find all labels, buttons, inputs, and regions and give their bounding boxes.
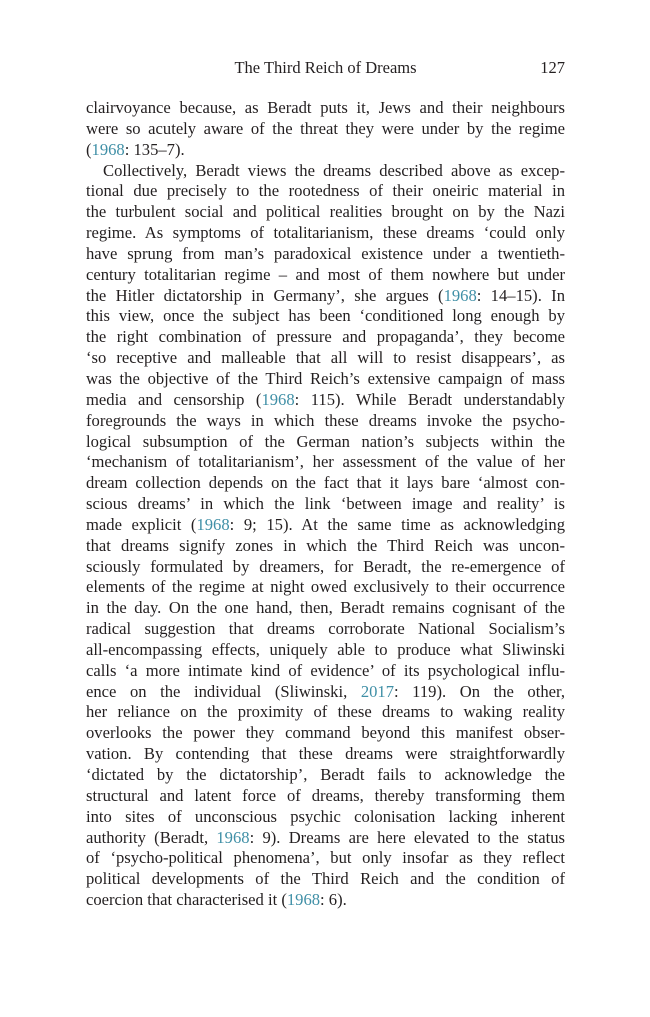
text-line xyxy=(86,119,565,140)
citation-year-link[interactable]: 2017 xyxy=(360,681,394,701)
text-line xyxy=(86,786,565,807)
text-run: : 6). xyxy=(320,890,347,910)
text-line xyxy=(86,765,565,786)
text-run: : 135–7). xyxy=(124,139,185,159)
text-run: foregrounds the ways in which these dreams invoke the psycho- xyxy=(86,410,565,430)
text-line xyxy=(86,452,565,473)
text-run: clairvoyance because, as Beradt puts it, Jews and their neighbours xyxy=(86,98,565,117)
text-run: century totalitarian regime – and most of them nowhere but under xyxy=(86,264,565,284)
text-line xyxy=(86,494,565,515)
text-run: into sites of unconscious psychic colonisation lacking inherent xyxy=(86,806,565,826)
text-run: overlooks the power they command beyond this manifest obser- xyxy=(86,723,565,743)
text-line xyxy=(86,306,565,327)
text-run: : 115). While Beradt understandably xyxy=(294,389,565,409)
text-run: scious dreams’ in which the link ‘between image and reality’ is xyxy=(86,494,565,514)
text-run: media and censorship ( xyxy=(86,389,262,409)
text-run: vation. By contending that these dreams were straightforwardly xyxy=(86,744,565,764)
text-line xyxy=(86,286,565,307)
text-run: regime. As symptoms of totalitarianism, these dreams ‘could only xyxy=(86,223,565,243)
text-run: ence on the individual (Sliwinski, xyxy=(86,681,361,701)
text-line xyxy=(86,327,565,348)
text-line xyxy=(86,473,565,494)
text-run: ( xyxy=(86,139,92,159)
text-run: calls ‘a more intimate kind of evidence’ of its psychological influ- xyxy=(86,660,565,680)
text-run: have sprung from man’s paradoxical existence under a twentieth- xyxy=(86,243,565,263)
page-number: 127 xyxy=(540,58,565,77)
text-line xyxy=(86,140,565,161)
text-run: that dreams signify zones in which the Third Reich was uncon- xyxy=(86,535,565,555)
text-run: : 9; 15). At the same time as acknowledging xyxy=(229,514,565,534)
text-run: sciously formulated by dreamers, for Beradt, the re-emergence of xyxy=(86,556,565,576)
text-line xyxy=(86,161,565,182)
text-run: : 9). Dreams are here elevated to the status xyxy=(249,827,565,847)
text-run: elements of the regime at night owed exclusively to their occurrence xyxy=(86,577,565,597)
text-line xyxy=(86,536,565,557)
text-run: all-encompassing effects, uniquely able to produce what Sliwinski xyxy=(86,639,565,659)
citation-year-link[interactable]: 1968 xyxy=(196,514,230,534)
text-run: this view, once the subject has been ‘conditioned long enough by xyxy=(86,306,565,326)
citation-year-link[interactable]: 1968 xyxy=(216,827,250,847)
text-line xyxy=(86,807,565,828)
text-run: in the day. On the one hand, then, Beradt remains cognisant of the xyxy=(86,598,565,618)
citation-year-link[interactable]: 1968 xyxy=(286,890,321,910)
text-run: : 14–15). In xyxy=(476,285,565,305)
citation-year-link[interactable]: 1968 xyxy=(91,139,125,159)
text-line xyxy=(86,557,565,578)
text-line xyxy=(86,848,565,869)
paragraph xyxy=(86,161,565,911)
text-line xyxy=(86,411,565,432)
text-run: political developments of the Third Reich and the condition of xyxy=(86,869,565,889)
citation-year-link[interactable]: 1968 xyxy=(261,389,295,409)
paragraph xyxy=(86,98,565,161)
text-line xyxy=(86,682,565,703)
text-line xyxy=(86,432,565,453)
text-line xyxy=(86,828,565,849)
text-line xyxy=(86,390,565,411)
running-head xyxy=(86,57,565,79)
text-run: ‘mechanism of totalitarianism’, her assessment of the value of her xyxy=(86,452,565,472)
text-line xyxy=(86,223,565,244)
text-line xyxy=(86,702,565,723)
text-line xyxy=(86,598,565,619)
text-line xyxy=(86,369,565,390)
text-run: of ‘psycho-political phenomena’, but only insofar as they reflect xyxy=(86,848,565,868)
text-line xyxy=(86,577,565,598)
text-line xyxy=(86,661,565,682)
text-line xyxy=(86,640,565,661)
body-text xyxy=(86,98,565,911)
text-run: ‘so receptive and malleable that all will to resist disappears’, as xyxy=(86,348,565,368)
text-run: authority (Beradt, xyxy=(86,827,217,847)
citation-year-link[interactable]: 1968 xyxy=(443,285,477,305)
text-run: ‘dictated by the dictatorship’, Beradt fails to acknowledge the xyxy=(86,765,565,784)
text-run: the turbulent social and political realities brought on by the Nazi xyxy=(86,202,565,222)
text-run: was the objective of the Third Reich’s extensive campaign of mass xyxy=(86,368,565,388)
text-run: the Hitler dictatorship in Germany’, she argues ( xyxy=(86,285,444,305)
text-line xyxy=(86,181,565,202)
text-line xyxy=(86,515,565,536)
text-run: dream collection depends on the fact that it lays bare ‘almost con- xyxy=(86,473,565,493)
text-run: radical suggestion that dreams corroborate National Socialism’s xyxy=(86,619,565,639)
text-run: logical subsumption of the German nation’s subjects within the xyxy=(86,431,565,451)
text-line xyxy=(86,869,565,890)
text-line xyxy=(86,890,565,911)
text-line xyxy=(86,98,565,119)
text-line xyxy=(86,619,565,640)
text-run: were so acutely aware of the threat they were under by the regime xyxy=(86,118,565,138)
running-title: The Third Reich of Dreams xyxy=(234,58,417,77)
text-line xyxy=(86,744,565,765)
text-run: structural and latent force of dreams, thereby transforming them xyxy=(86,785,565,805)
text-line xyxy=(86,244,565,265)
text-line xyxy=(86,348,565,369)
text-line xyxy=(86,202,565,223)
text-run: made explicit ( xyxy=(86,514,197,534)
text-line xyxy=(86,265,565,286)
text-run: Collectively, Beradt views the dreams described above as excep- xyxy=(103,160,565,180)
text-run: coercion that characterised it ( xyxy=(86,890,287,910)
text-run: the right combination of pressure and propaganda’, they become xyxy=(86,327,565,347)
text-line xyxy=(86,723,565,744)
text-run: her reliance on the proximity of these dreams to waking reality xyxy=(86,702,565,722)
text-run: : 119). On the other, xyxy=(394,681,565,701)
text-run: tional due precisely to the rootedness of their oneiric material in xyxy=(86,181,565,201)
